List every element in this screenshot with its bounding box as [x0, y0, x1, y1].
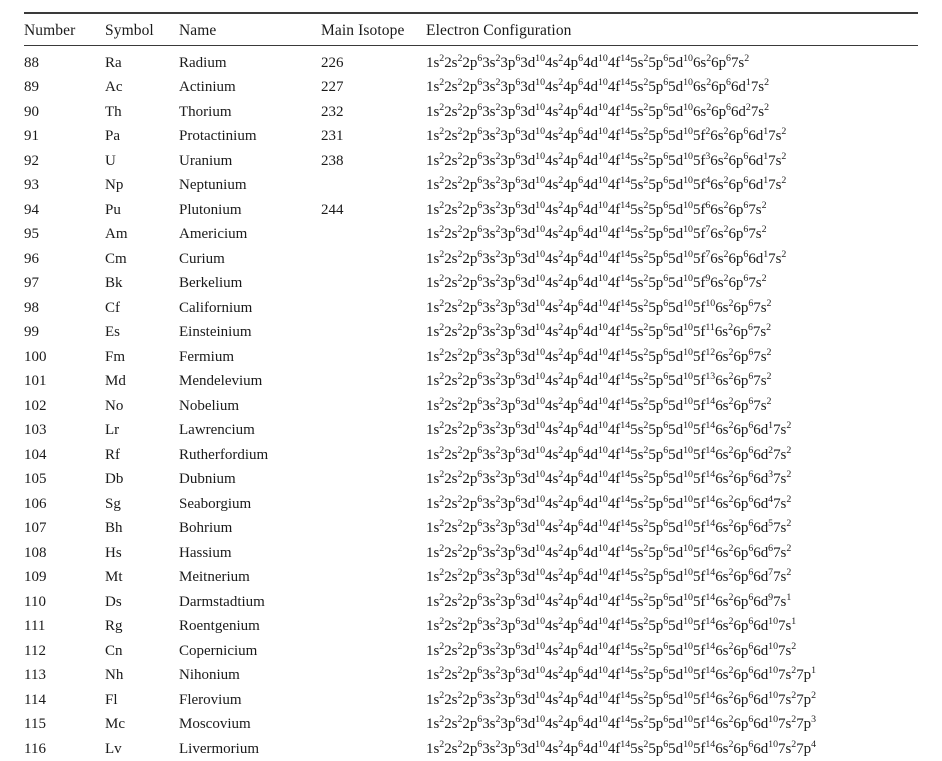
- cell-config: 1s22s22p63s23p63d104s24p64d104f145s25p65d105f146s26p66d107s27p2: [426, 688, 918, 713]
- cell-symbol: Th: [105, 100, 179, 125]
- cell-isotope: 238: [321, 149, 426, 174]
- cell-isotope: [321, 247, 426, 272]
- cell-symbol: Fl: [105, 688, 179, 713]
- cell-number: 102: [24, 394, 105, 419]
- cell-config: $1s^22s^22p^63s^23p^63d^{10}4s^24p^64d^{10}4f^{14}5s^25p^65d^{10}5f^{14}6s^26p^66d^57s^2$: [426, 516, 918, 541]
- column-header-config: Electron Configuration: [426, 13, 918, 45]
- cell-name: Hassium: [179, 541, 321, 566]
- cell-config: $1s^22s^22p^63s^23p^63d^{10}4s^24p^64d^{10}4f^{14}5s^25p^65d^{10}5f^{13}6s^26p^67s^2$: [426, 369, 918, 394]
- cell-config: $1s^22s^22p^63s^23p^63d^{10}4s^24p^64d^{10}4f^{14}5s^25p^65d^{10}5f^76s^26p^67s^2$: [426, 222, 918, 247]
- cell-isotope: [321, 173, 426, 198]
- cell-config: $1s^22s^22p^63s^23p^63d^{10}4s^24p^64d^{10}4f^{14}5s^25p^65d^{10}5f^{14}6s^26p^66d^97s^1$: [426, 590, 918, 615]
- table-row: [24, 443, 918, 468]
- cell-isotope: [321, 271, 426, 296]
- cell-number: 104: [24, 443, 105, 468]
- table-row: [24, 296, 918, 321]
- cell-name: Thorium: [179, 100, 321, 125]
- table-header: [24, 13, 918, 45]
- cell-name: Darmstadtium: [179, 590, 321, 615]
- table-row: [24, 541, 918, 566]
- cell-number: 95: [24, 222, 105, 247]
- cell-config: $1s^22s^22p^63s^23p^63d^{10}4s^24p^64d^{10}4f^{14}5s^25p^65d^{10}5f^{14}6s^26p^66d^17s^2$: [426, 418, 918, 443]
- cell-number: 115: [24, 712, 105, 737]
- cell-name: Flerovium: [179, 688, 321, 713]
- cell-number: 108: [24, 541, 105, 566]
- cell-isotope: [321, 345, 426, 370]
- cell-name: Moscovium: [179, 712, 321, 737]
- cell-config: $1s^22s^22p^63s^23p^63d^{10}4s^24p^64d^{10}4f^{14}5s^25p^65d^{10}5f^{14}6s^26p^66d^{10}7s^27p^1$: [426, 663, 918, 688]
- cell-number: 100: [24, 345, 105, 370]
- cell-number: 113: [24, 663, 105, 688]
- cell-name: Uranium: [179, 149, 321, 174]
- cell-number: 112: [24, 639, 105, 664]
- cell-number: 91: [24, 124, 105, 149]
- table-row: [24, 737, 918, 761]
- cell-isotope: [321, 320, 426, 345]
- cell-config: $1s^22s^22p^63s^23p^63d^{10}4s^24p^64d^{10}4f^{14}5s^25p^65d^{10}6s^26p^66d^17s^2$: [426, 75, 918, 100]
- cell-config: $1s^22s^22p^63s^23p^63d^{10}4s^24p^64d^{10}4f^{14}5s^25p^65d^{10}5f^96s^26p^67s^2$: [426, 271, 918, 296]
- column-header-name: Name: [179, 13, 321, 45]
- cell-name: Berkelium: [179, 271, 321, 296]
- cell-name: Nihonium: [179, 663, 321, 688]
- cell-name: Fermium: [179, 345, 321, 370]
- cell-number: 105: [24, 467, 105, 492]
- cell-number: 110: [24, 590, 105, 615]
- cell-name: Seaborgium: [179, 492, 321, 517]
- cell-symbol: Ac: [105, 75, 179, 100]
- cell-number: 101: [24, 369, 105, 394]
- cell-config: $1s^22s^22p^63s^23p^63d^{10}4s^24p^64d^{10}4f^{14}5s^25p^65d^{10}5f^{14}6s^26p^66d^47s^2$: [426, 492, 918, 517]
- cell-isotope: 232: [321, 100, 426, 125]
- cell-symbol: Mt: [105, 565, 179, 590]
- table-row: [24, 492, 918, 517]
- cell-name: Americium: [179, 222, 321, 247]
- cell-config: $1s^22s^22p^63s^23p^63d^{10}4s^24p^64d^{10}4f^{14}5s^25p^65d^{10}5f^{14}6s^26p^66d^{10}7s^1$: [426, 614, 918, 639]
- cell-name: Actinium: [179, 75, 321, 100]
- cell-config: $1s^22s^22p^63s^23p^63d^{10}4s^24p^64d^{10}4f^{14}5s^25p^65d^{10}5f^76s^26p^66d^17s^2$: [426, 247, 918, 272]
- cell-name: Nobelium: [179, 394, 321, 419]
- cell-isotope: [321, 688, 426, 713]
- cell-config: $1s^22s^22p^63s^23p^63d^{10}4s^24p^64d^{10}4f^{14}5s^25p^65d^{10}6s^26p^66d^27s^2$: [426, 100, 918, 125]
- cell-name: Californium: [179, 296, 321, 321]
- table-row: [24, 45, 918, 75]
- cell-config: $1s^22s^22p^63s^23p^63d^{10}4s^24p^64d^{10}4f^{14}5s^25p^65d^{10}5f^{14}6s^26p^66d^27s^2$: [426, 443, 918, 468]
- cell-symbol: Rf: [105, 443, 179, 468]
- cell-config: $1s^22s^22p^63s^23p^63d^{10}4s^24p^64d^{10}4f^{14}5s^25p^65d^{10}5f^{14}6s^26p^66d^{10}7s^2$: [426, 639, 918, 664]
- table-row: [24, 222, 918, 247]
- cell-config: 1s22s22p63s23p63d104s24p64d104f145s25p65d105f146s26p66d107s27p3: [426, 712, 918, 737]
- table-row: [24, 173, 918, 198]
- cell-isotope: [321, 492, 426, 517]
- cell-symbol: Cn: [105, 639, 179, 664]
- cell-name: Curium: [179, 247, 321, 272]
- table-row: [24, 100, 918, 125]
- table-row: [24, 369, 918, 394]
- cell-symbol: Cm: [105, 247, 179, 272]
- table-row: [24, 590, 918, 615]
- table-row: [24, 663, 918, 688]
- table-row: [24, 271, 918, 296]
- cell-number: 111: [24, 614, 105, 639]
- table-row: [24, 198, 918, 223]
- cell-isotope: 231: [321, 124, 426, 149]
- cell-isotope: [321, 663, 426, 688]
- cell-config: $1s^22s^22p^63s^23p^63d^{10}4s^24p^64d^{10}4f^{14}5s^25p^65d^{10}5f^{11}6s^26p^67s^2$: [426, 320, 918, 345]
- cell-number: 89: [24, 75, 105, 100]
- cell-name: Copernicium: [179, 639, 321, 664]
- cell-number: 114: [24, 688, 105, 713]
- cell-name: Dubnium: [179, 467, 321, 492]
- cell-config: $1s^22s^22p^63s^23p^63d^{10}4s^24p^64d^{10}4f^{14}5s^25p^65d^{10}5f^{14}6s^26p^67s^2$: [426, 394, 918, 419]
- cell-name: Meitnerium: [179, 565, 321, 590]
- table-row: [24, 639, 918, 664]
- table-row: [24, 688, 918, 713]
- cell-name: Livermorium: [179, 737, 321, 761]
- table-row: [24, 516, 918, 541]
- cell-isotope: [321, 590, 426, 615]
- cell-number: 106: [24, 492, 105, 517]
- cell-isotope: [321, 222, 426, 247]
- cell-number: 94: [24, 198, 105, 223]
- cell-symbol: Db: [105, 467, 179, 492]
- table-row: [24, 565, 918, 590]
- cell-number: 93: [24, 173, 105, 198]
- table-row: [24, 247, 918, 272]
- cell-symbol: U: [105, 149, 179, 174]
- cell-symbol: Ra: [105, 45, 179, 75]
- table-body: [24, 45, 918, 761]
- cell-number: 88: [24, 45, 105, 75]
- cell-name: Plutonium: [179, 198, 321, 223]
- cell-number: 98: [24, 296, 105, 321]
- table-row: [24, 614, 918, 639]
- column-header-number: Number: [24, 13, 105, 45]
- cell-symbol: Fm: [105, 345, 179, 370]
- cell-symbol: Cf: [105, 296, 179, 321]
- cell-name: Mendelevium: [179, 369, 321, 394]
- cell-isotope: [321, 639, 426, 664]
- cell-config: 1s22s22p63s23p63d104s24p64d104f145s25p65d105f146s26p66d107s27p4: [426, 737, 918, 761]
- cell-isotope: [321, 394, 426, 419]
- cell-number: 116: [24, 737, 105, 761]
- cell-isotope: [321, 443, 426, 468]
- cell-isotope: 227: [321, 75, 426, 100]
- column-header-isotope: Main Isotope: [321, 13, 426, 45]
- cell-config: $1s^22s^22p^63s^23p^63d^{10}4s^24p^64d^{10}4f^{14}5s^25p^65d^{10}5f^{14}6s^26p^66d^77s^2$: [426, 565, 918, 590]
- cell-config: $1s^22s^22p^63s^23p^63d^{10}4s^24p^64d^{10}4f^{14}5s^25p^65d^{10}5f^66s^26p^67s^2$: [426, 198, 918, 223]
- cell-isotope: 226: [321, 45, 426, 75]
- table-row: [24, 320, 918, 345]
- element-configuration-table: [24, 12, 918, 761]
- cell-number: 103: [24, 418, 105, 443]
- cell-symbol: Pa: [105, 124, 179, 149]
- cell-number: 109: [24, 565, 105, 590]
- table-row: [24, 75, 918, 100]
- cell-isotope: [321, 418, 426, 443]
- cell-name: Bohrium: [179, 516, 321, 541]
- cell-symbol: Es: [105, 320, 179, 345]
- table-row: [24, 712, 918, 737]
- cell-isotope: [321, 541, 426, 566]
- cell-symbol: Nh: [105, 663, 179, 688]
- table-row: [24, 394, 918, 419]
- cell-isotope: [321, 737, 426, 761]
- cell-symbol: No: [105, 394, 179, 419]
- cell-isotope: [321, 296, 426, 321]
- cell-isotope: [321, 467, 426, 492]
- cell-isotope: [321, 565, 426, 590]
- cell-symbol: Am: [105, 222, 179, 247]
- cell-name: Protactinium: [179, 124, 321, 149]
- cell-symbol: Lr: [105, 418, 179, 443]
- table-row: [24, 149, 918, 174]
- cell-symbol: Ds: [105, 590, 179, 615]
- table-row: [24, 467, 918, 492]
- cell-symbol: Pu: [105, 198, 179, 223]
- cell-config: $1s^22s^22p^63s^23p^63d^{10}4s^24p^64d^{10}4f^{14}5s^25p^65d^{10}5f^36s^26p^66d^17s^2$: [426, 149, 918, 174]
- cell-config: $1s^22s^22p^63s^23p^63d^{10}4s^24p^64d^{10}4f^{14}5s^25p^65d^{10}5f^{14}6s^26p^66d^37s^2$: [426, 467, 918, 492]
- cell-symbol: Lv: [105, 737, 179, 761]
- cell-symbol: Bh: [105, 516, 179, 541]
- cell-isotope: [321, 712, 426, 737]
- cell-symbol: Md: [105, 369, 179, 394]
- cell-symbol: Hs: [105, 541, 179, 566]
- cell-isotope: [321, 516, 426, 541]
- cell-name: Rutherfordium: [179, 443, 321, 468]
- cell-name: Neptunium: [179, 173, 321, 198]
- cell-isotope: [321, 369, 426, 394]
- cell-symbol: Np: [105, 173, 179, 198]
- cell-isotope: [321, 614, 426, 639]
- cell-number: 107: [24, 516, 105, 541]
- cell-number: 96: [24, 247, 105, 272]
- cell-config: $1s^22s^22p^63s^23p^63d^{10}4s^24p^64d^{10}4f^{14}5s^25p^65d^{10}5f^26s^26p^66d^17s^2$: [426, 124, 918, 149]
- cell-symbol: Sg: [105, 492, 179, 517]
- cell-name: Lawrencium: [179, 418, 321, 443]
- cell-config: $1s^22s^22p^63s^23p^63d^{10}4s^24p^64d^{10}4f^{14}5s^25p^65d^{10}5f^{10}6s^26p^67s^2$: [426, 296, 918, 321]
- cell-symbol: Bk: [105, 271, 179, 296]
- cell-number: 97: [24, 271, 105, 296]
- cell-config: $1s^22s^22p^63s^23p^63d^{10}4s^24p^64d^{10}4f^{14}5s^25p^65d^{10}6s^26p^67s^2$: [426, 45, 918, 75]
- cell-name: Radium: [179, 45, 321, 75]
- cell-name: Roentgenium: [179, 614, 321, 639]
- cell-symbol: Mc: [105, 712, 179, 737]
- cell-config: $1s^22s^22p^63s^23p^63d^{10}4s^24p^64d^{10}4f^{14}5s^25p^65d^{10}5f^46s^26p^66d^17s^2$: [426, 173, 918, 198]
- cell-config: $1s^22s^22p^63s^23p^63d^{10}4s^24p^64d^{10}4f^{14}5s^25p^65d^{10}5f^{14}6s^26p^66d^67s^2$: [426, 541, 918, 566]
- table-row: [24, 418, 918, 443]
- cell-number: 92: [24, 149, 105, 174]
- cell-symbol: Rg: [105, 614, 179, 639]
- cell-number: 99: [24, 320, 105, 345]
- cell-isotope: 244: [321, 198, 426, 223]
- cell-config: $1s^22s^22p^63s^23p^63d^{10}4s^24p^64d^{10}4f^{14}5s^25p^65d^{10}5f^{12}6s^26p^67s^2$: [426, 345, 918, 370]
- cell-number: 90: [24, 100, 105, 125]
- table-row: [24, 345, 918, 370]
- table-row: [24, 124, 918, 149]
- column-header-symbol: Symbol: [105, 13, 179, 45]
- cell-name: Einsteinium: [179, 320, 321, 345]
